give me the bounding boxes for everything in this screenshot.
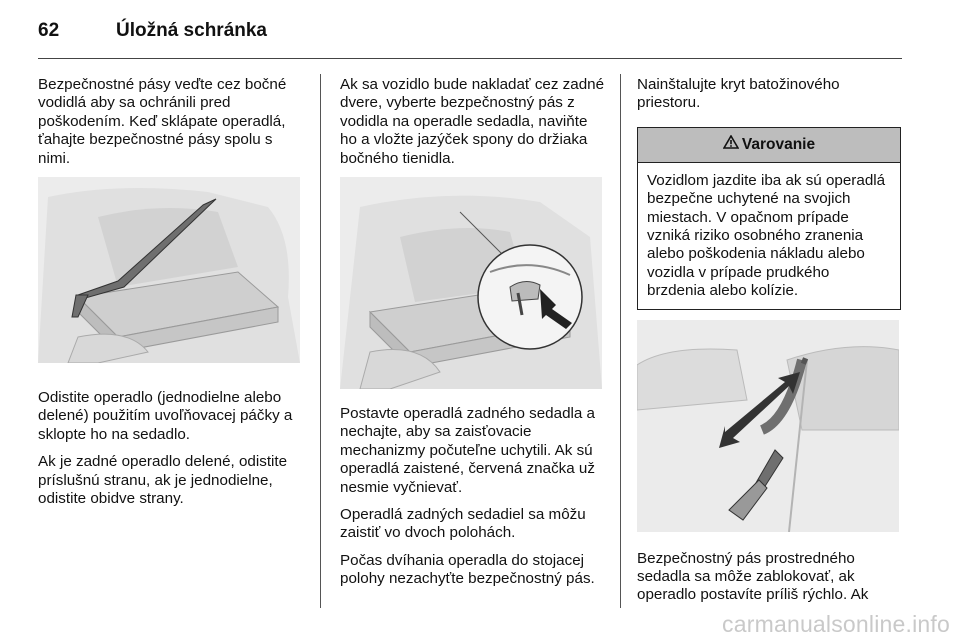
column-2 (340, 76, 606, 598)
warning-header (638, 128, 900, 163)
paragraph: Odistite operadlo (jednodielne alebo delené) použitím uvoľňovacej páčky a sklopte ho na sedadlo. (38, 389, 293, 443)
header-rule (38, 58, 902, 59)
warning-text: Vozidlom jazdite iba ak sú operadlá bezpečne uchytené na svojich miestach. V opačnom prípade vzniká riziko osobného zranenia alebo poškodenia nákladu alebo vozidla v prípade prudkého brzdenia alebo kolízie. (647, 171, 886, 300)
paragraph: Ak je zadné operadlo delené, odistite príslušnú stranu, ak je jednodielne, odistite obidve strany. (38, 453, 288, 508)
watermark: carmanualsonline.info (722, 611, 950, 637)
warning-triangle-icon (723, 135, 739, 154)
figure-seat-belt-guide (38, 177, 300, 363)
paragraph: Ak sa vozidlo bude nakladať cez zadné dvere, vyberte bezpečnostný pás z vodidla na operadle sedadla, naviňte ho a vložte jazýček spony do držiaka bočného tienidla. (340, 76, 605, 167)
paragraph: Operadlá zadných sedadiel sa môžu zaistiť vo dvoch polohách. (340, 506, 586, 542)
paragraph: Bezpečnostný pás prostredného sedadla sa môže zablokovať, ak operadlo postavíte príliš rýchlo. Ak (637, 549, 869, 604)
column-1 (38, 76, 304, 517)
section-title: Úložná schránka (116, 20, 267, 41)
paragraph: Postavte operadlá zadného sedadla a nechajte, aby sa zaisťovacie mechanizmy počuteľne uchytili. Ak sú operadlá zaistené, červená značka už nesmie vyčnievať. (340, 405, 596, 496)
column-divider (320, 74, 321, 608)
column-3 (637, 76, 903, 614)
paragraph: Nainštalujte kryt batožinového priestoru. (637, 76, 840, 112)
seat-folded-illustration (38, 177, 300, 363)
paragraph: Počas dvíhania operadla do stojacej polohy nezachyťte bezpečnostný pás. (340, 551, 595, 588)
figure-belt-tongue-holder (340, 177, 602, 389)
page-number: 62 (38, 20, 60, 41)
figure-middle-seat-belt (637, 320, 899, 532)
paragraph: Bezpečnostné pásy veďte cez bočné vodidlá aby sa ochránili pred poškodením. Keď sklápate operadlá, ťahajte bezpečnostné pásy spolu s nimi. (38, 76, 287, 167)
seat-belt-holder-illustration (340, 177, 602, 389)
column-divider (620, 74, 621, 608)
middle-belt-illustration (637, 320, 899, 532)
warning-box (637, 127, 901, 310)
warning-title: Varovanie (741, 135, 816, 153)
